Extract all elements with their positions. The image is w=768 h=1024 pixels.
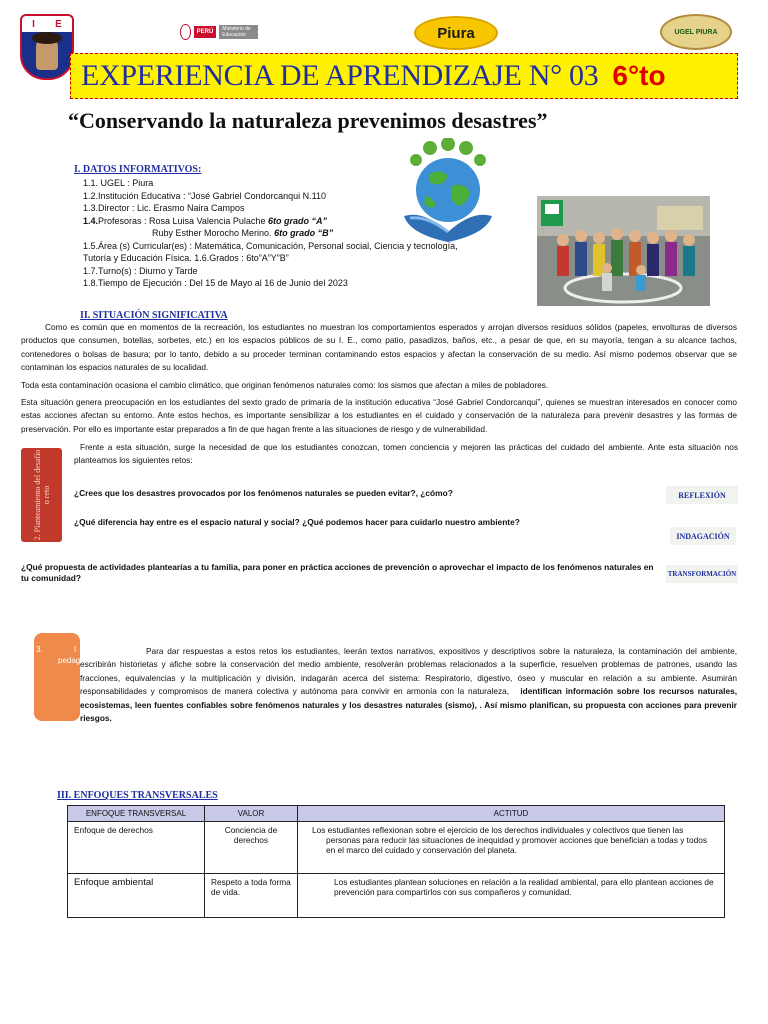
situacion-paragraph-1: Como es común que en momentos de la recreación, los estudiantes no muestran los comportamientos esperados y arrojan diversos residuos sólidos (papeles, envolturas de diversos productos que consumen, botellas, sorbetes, etc.) en los espacios públicos de su I. E., como patio, pasadizos, baños, etc., a pesar de que, en su mayoría, tengan a su alcance tachos, contenedores o bolsas de basura; por lo tanto, debido a su proceder terminan contaminando estos espacios y afectan la conservación de su medio. Así mismo podemos observar que se contaminan los espacios naturales de su localidad. bbox=[21, 322, 737, 373]
peru-coat-of-arms-icon bbox=[180, 24, 191, 40]
column-header: ENFOQUE TRANSVERSAL bbox=[68, 806, 205, 822]
peru-label: PERÚ bbox=[194, 26, 217, 38]
datos-heading: I. DATOS INFORMATIVOS: bbox=[74, 164, 202, 175]
prof2-label: Ruby Esther Morocho Merino. bbox=[152, 228, 275, 238]
proposito-text-b: identifican información sobre los recursos naturales, ecosistemas, leen fuentes confiables sobre fenómenos naturales y los desastres naturales (sismo), . Así mismo planifican, su propuesta con acciones para prevenir riesgos. bbox=[80, 686, 738, 724]
table-header-row bbox=[68, 806, 725, 822]
valor-cell: Conciencia de derechos bbox=[205, 822, 298, 874]
indagacion-tag: INDAGACIÓN bbox=[670, 527, 736, 545]
actitud-cell: Los estudiantes plantean soluciones en relación a la realidad ambiental, para ello plantean acciones de prevención para compartirlos con sus compañeros y comunidad. bbox=[298, 874, 725, 918]
title-banner bbox=[70, 53, 738, 99]
column-header: VALOR bbox=[205, 806, 298, 822]
datos-line: 1.8.Tiempo de Ejecución : Del 15 de Mayo al 16 de Junio del 2023 bbox=[83, 278, 348, 288]
proposito-text-a: Para dar respuestas a estos retos los estudiantes, leerán textos narrativos, expositivos y descriptivos sobre la naturaleza, la contaminación del ambiente, escribirán historietas y afiche sobre la conservación del medio ambiente, resolverán problemas relacionados a la superficie, resuelven problemas de patrones, usando las fracciones, equivalencias y la multiplicación y división, indagarán acerca del sistema: Respiratorio, digestivo, óseo y muscular en relación a su ambiente. Asumirán responsabilidades y compromisos de manera colectiva y autónoma para convivir en armonía con la naturaleza, bbox=[80, 646, 737, 697]
ugel-label: UGEL PIURA bbox=[674, 28, 718, 36]
datos-line: 1.2.Institución Educativa : “José Gabriel Condorcanqui N.110 bbox=[83, 190, 326, 201]
situacion-paragraph-2: Toda esta contaminación ocasiona el cambio climático, que originan fenómenos naturales como: los sismos que afectan a miles de pobladores. bbox=[21, 380, 549, 390]
enfoque-cell: Enfoque ambiental bbox=[68, 874, 205, 918]
proposito-text bbox=[80, 645, 737, 725]
prof-grade-a: 6to grado “A” bbox=[267, 215, 327, 226]
enfoques-table bbox=[67, 805, 725, 918]
datos-line: 1.5.Área (s) Curricular(es) : Matemática, Comunicación, Personal social, Ciencia y tecnología, bbox=[83, 240, 458, 251]
page-subtitle: “Conservando la naturaleza prevenimos desastres” bbox=[68, 108, 548, 133]
page-title: EXPERIENCIA DE APRENDIZAJE N° 03 bbox=[81, 59, 599, 92]
datos-line: Tutoría y Educación Física. 1.6.Grados : 6to”A”Y”B” bbox=[83, 253, 289, 263]
minedu-logo bbox=[180, 24, 258, 40]
reflexion-tag: REFLEXIÓN bbox=[666, 486, 738, 504]
situacion-heading: II. SITUACIÓN SIGNIFICATIVA bbox=[80, 310, 228, 321]
shield-letter-i: I bbox=[32, 18, 35, 30]
proposito-box-num: 3. bbox=[36, 645, 43, 654]
situacion-paragraph-3: Esta situación genera preocupación en los estudiantes del sexto grado de primaria de la institución educativa “José Gabriel Condorcanqui”, quienes se muestran interesados en conocer como estas acciones afectan su entorno. Ante estos hechos, es importante sensibilizar a los estudiantes en el cuidado y conservación de la naturaleza para prevenir desastres y las formas de preservación. Por ello es importante estar preparados a fin de que hagan frente a las situaciones de riesgo y de vulnerabilidad. bbox=[21, 397, 737, 434]
piura-label: Piura bbox=[437, 24, 475, 42]
transformacion-tag: TRANSFORMACIÓN bbox=[666, 565, 738, 583]
datos-line: 1.1. UGEL : Piura bbox=[83, 178, 154, 188]
valor-cell: Respeto a toda forma de vida. bbox=[205, 874, 298, 918]
table-row bbox=[68, 822, 725, 874]
reto-question-1: ¿Crees que los desastres provocados por los fenómenos naturales se pueden evitar?, ¿cómo? bbox=[74, 488, 453, 498]
reto-question-3: ¿Qué propuesta de actividades plantearías a tu familia, para poner en práctica acciones de prevención o aprovechar el impacto de los fenómenos naturales en tu comunidad? bbox=[21, 562, 654, 583]
enfoques-heading: III. ENFOQUES TRANSVERSALES bbox=[57, 790, 218, 801]
retos-intro: Frente a esta situación, surge la necesidad de que los estudiantes conozcan, tomen conciencia y mejoren las prácticas del cuidado del ambiente. Ante esta situación nos planteamos los siguientes retos: bbox=[74, 442, 738, 466]
grade-label: 6°to bbox=[612, 60, 666, 91]
datos-line: 1.3.Director : Lic. Erasmo Naira Campos bbox=[83, 203, 245, 213]
prof-grade-b: 6to grado “B” bbox=[274, 228, 334, 238]
enfoque-cell: Enfoque de derechos bbox=[68, 822, 205, 874]
ministerio-label: Ministerio de Educación bbox=[219, 25, 258, 39]
proposito-section-box bbox=[34, 633, 85, 721]
shield-letter-e: E bbox=[55, 18, 62, 30]
school-shield-logo bbox=[20, 14, 74, 80]
prof-prefix: 1.4. bbox=[83, 215, 99, 226]
column-header: ACTITUD bbox=[298, 806, 725, 822]
globe-in-hands-illustration bbox=[400, 138, 496, 244]
actitud-cell: Los estudiantes reflexionan sobre el ejercicio de los derechos individuales y colectivos que tienen las personas para reducir las situaciones de inequidad y promover acciones que benefician a todas y todos en el marco del cuidado y conservación del planeta. bbox=[298, 822, 725, 874]
desafio-box-label: 2. Planteamiento del desafío o reto bbox=[32, 449, 51, 541]
students-evacuation-photo bbox=[537, 196, 710, 306]
piura-region-logo bbox=[414, 16, 498, 50]
reto-question-2: ¿Qué diferencia hay entre es el espacio natural y social? ¿Qué podemos hacer para cuidarlo nuestro ambiente? bbox=[74, 517, 520, 527]
table-row bbox=[68, 874, 725, 918]
desafio-section-box bbox=[21, 448, 62, 542]
ugel-piura-logo bbox=[660, 14, 732, 50]
proposito-box-letter: I bbox=[74, 645, 77, 654]
prof-label: Profesoras : Rosa Luisa Valencia Pulache bbox=[98, 215, 268, 226]
proposito-box-word: pedago bbox=[58, 656, 85, 665]
datos-line: 1.7.Turno(s) : Diurno y Tarde bbox=[83, 265, 198, 276]
